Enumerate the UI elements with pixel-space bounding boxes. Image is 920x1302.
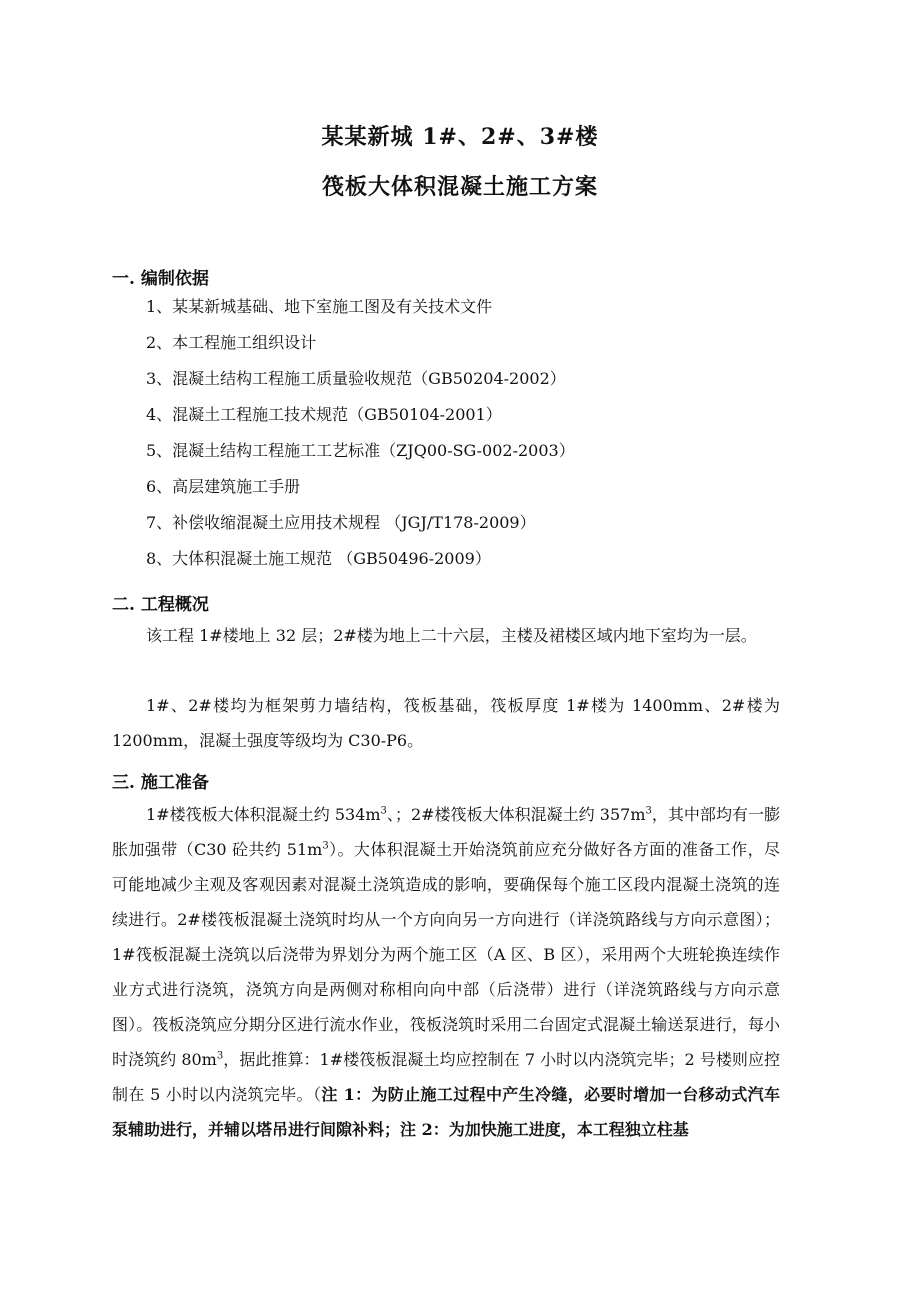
list-item: 4、混凝土工程施工技术规范（GB50104-2001） (146, 405, 502, 424)
text-run: ，据此推算：1#楼筏板混凝土均应控制在 7 小时以内浇筑完毕；2 号楼则应控制在 5 小时以内浇筑完毕。（ (112, 1050, 780, 1104)
list-item: 1、某某新城基础、地下室施工图及有关技术文件 (146, 297, 493, 316)
superscript: 3 (216, 1050, 224, 1062)
list-item: 7、补偿收缩混凝土应用技术规程 （JGJ/T178-2009） (146, 513, 536, 532)
text-run: ）。大体积混凝土开始浇筑前应充分做好各方面的准备工作，尽可能地减少主观及客观因素对混凝土浇筑造成的影响，要确保每个施工区段内混凝土浇筑的连续进行。2#楼筏板混凝土浇筑时均从一个方向向另一方向进行（详浇筑路线与方向示意图）；1#筏板混凝土浇筑以后浇带为界划分为两个施工区（A 区、B 区），采用两个大班轮换连续作业方式进行浇筑，浇筑方向是两侧对称相向向中部（后浇带）进行（详浇筑路线与方向示意图）。筏板浇筑应分期分区进行流水作业，筏板浇筑时采用二台固定式混凝土输送泵进行，每小时浇筑约 80m (112, 840, 780, 1069)
text-run: 1#楼筏板大体积混凝土约 534m (146, 805, 381, 824)
section-heading: 二. 工程概况 (112, 595, 209, 615)
list-item: 5、混凝土结构工程施工工艺标准（ZJQ00-SG-002-2003） (146, 441, 575, 460)
bold-note: 注 1：为防止施工过程中产生冷缝，必要时增加一台移动式汽车泵辅助进行，并辅以塔吊进行间隙补料；注 2：为加快施工进度，本工程独立柱基 (112, 1085, 780, 1139)
paragraph: 该工程 1#楼地上 32 层；2#楼为地上二十六层，主楼及裙楼区域内地下室均为一层。 (146, 626, 757, 645)
section-heading: 一. 编制依据 (112, 269, 209, 289)
document-title-line1: 某某新城 1#、2#、3#楼 (321, 124, 599, 150)
paragraph (112, 797, 780, 1147)
text-run: ，其中部均有一膨胀加强带（C30 砼共约 51m (112, 805, 780, 859)
superscript: 3 (380, 805, 387, 817)
superscript: 3 (645, 805, 652, 817)
superscript: 3 (322, 840, 329, 852)
list-item: 8、大体积混凝土施工规范 （GB50496-2009） (146, 549, 491, 568)
list-item: 2、本工程施工组织设计 (146, 333, 317, 352)
list-item: 6、高层建筑施工手册 (146, 477, 301, 496)
document-title-line2: 筏板大体积混凝土施工方案 (321, 174, 598, 200)
paragraph: 1#、2#楼均为框架剪力墙结构，筏板基础，筏板厚度 1#楼为 1400mm、2#楼为 1200mm，混凝土强度等级均为 C30-P6。 (112, 696, 780, 750)
section-heading: 三. 施工准备 (112, 773, 209, 793)
list-item: 3、混凝土结构工程施工质量验收规范（GB50204-2002） (146, 369, 566, 388)
text-run: 、；2#楼筏板大体积混凝土约 357m (386, 805, 646, 824)
